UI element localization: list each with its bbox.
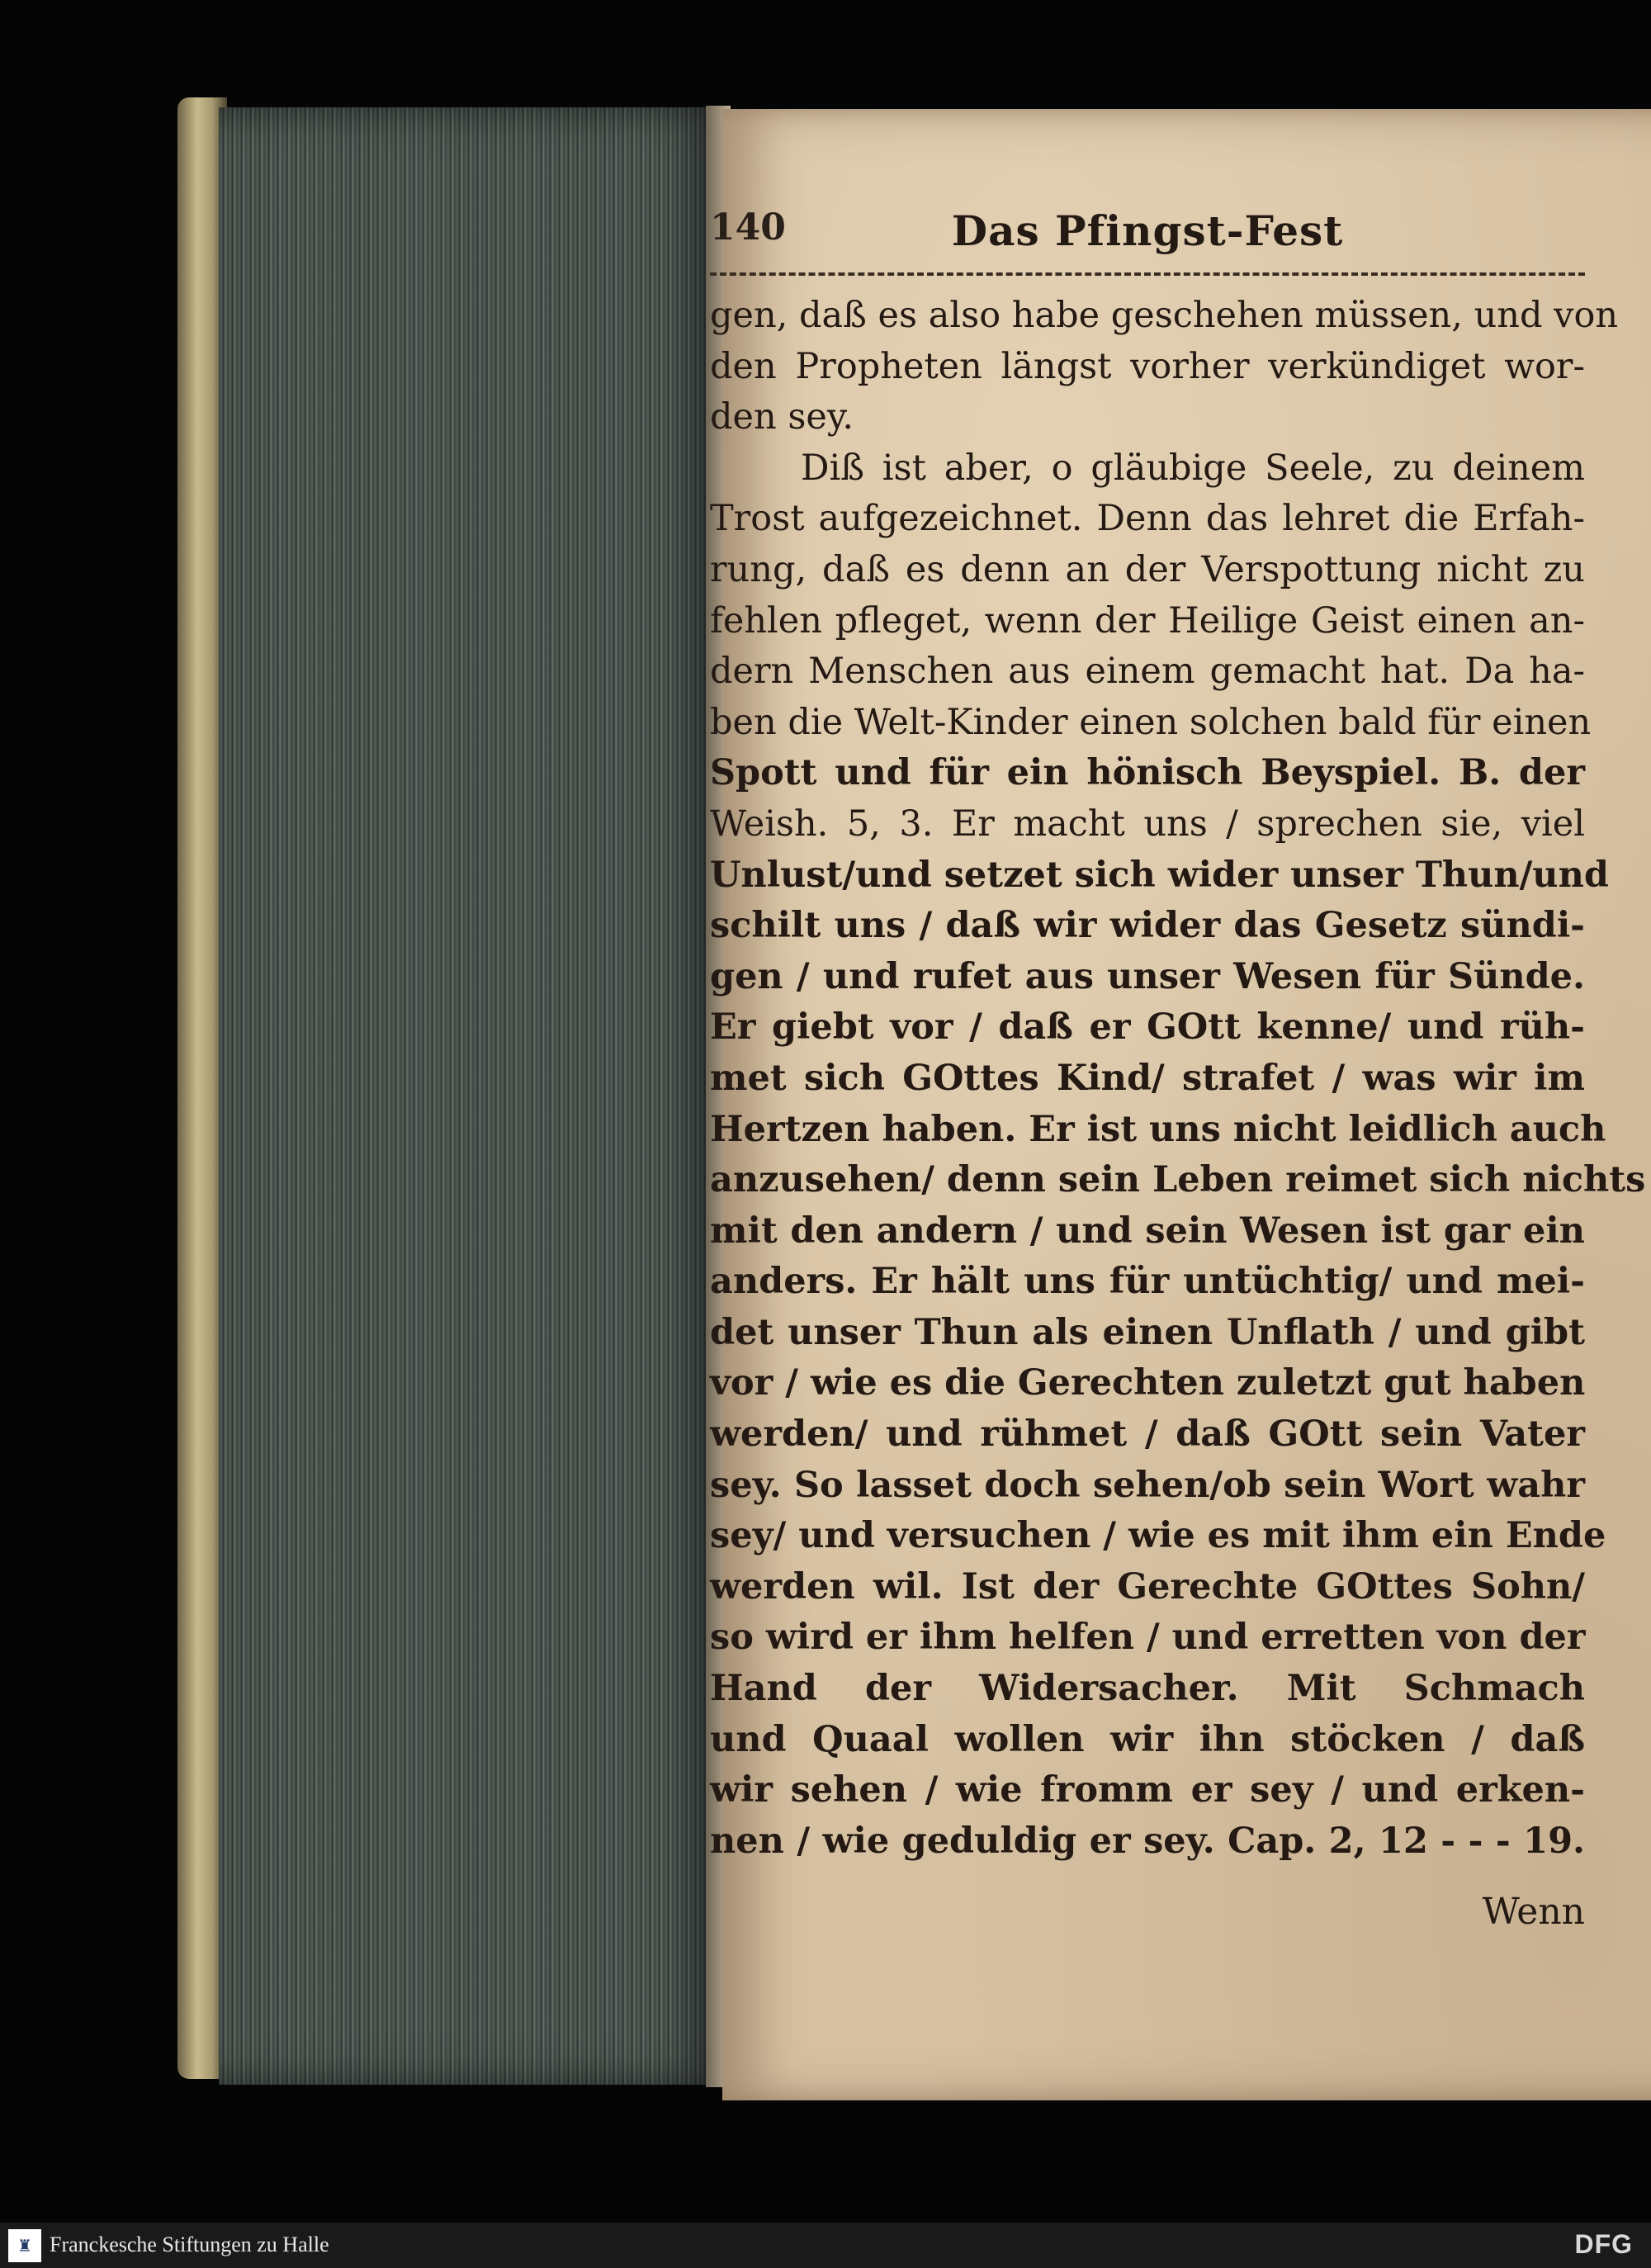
text-line: gen / und rufet aus unser Wesen für Sünde. bbox=[710, 955, 1585, 997]
text-line: so wird er ihm helfen / und erretten von der bbox=[710, 1617, 1586, 1659]
text-line: anzusehen/ denn sein Leben reimet sich nichts bbox=[710, 1159, 1646, 1201]
text-line: wir sehen / wie fromm er sey / und erken- bbox=[710, 1769, 1585, 1811]
page-edges bbox=[219, 107, 722, 2085]
text-line: dern Menschen aus einem gemacht hat. Da ha- bbox=[710, 651, 1585, 693]
institution-name: Franckesche Stiftungen zu Halle bbox=[50, 2232, 329, 2256]
text-line: sey/ und versuchen / wie es mit ihm ein Ende bbox=[710, 1515, 1606, 1557]
text-line: Diß ist aber, o gläubige Seele, zu deinem bbox=[801, 447, 1585, 489]
text-line: rung, daß es denn an der Verspottung nicht zu bbox=[710, 548, 1585, 590]
text-line: gen, daß es also habe geschehen müssen, und von bbox=[710, 295, 1619, 336]
body-text bbox=[710, 291, 1646, 1867]
seal-icon: ♜ bbox=[8, 2229, 41, 2262]
text-line: fehlen pfleget, wenn der Heilige Geist einen an- bbox=[710, 599, 1585, 642]
running-title: Das Pfingst-Fest bbox=[951, 206, 1344, 255]
text-line: werden/ und rühmet / daß GOtt sein Vater bbox=[710, 1413, 1585, 1456]
page-number: 140 bbox=[710, 206, 786, 249]
text-line: anders. Er hält uns für untüchtig/ und mei- bbox=[710, 1261, 1585, 1303]
text-line: met sich GOttes Kind/ strafet / was wir im bbox=[710, 1057, 1585, 1099]
text-line: mit den andern / und sein Wesen ist gar ein bbox=[710, 1210, 1585, 1252]
text-line: den Propheten längst vorher verkündiget wor- bbox=[710, 345, 1585, 387]
text-line: det unser Thun als einen Unflath / und gibt bbox=[710, 1311, 1585, 1353]
text-line: den sey. bbox=[710, 396, 854, 438]
text-line: Weish. 5, 3. Er macht uns / sprechen sie, viel bbox=[710, 803, 1585, 845]
catchword: Wenn bbox=[1482, 1891, 1585, 1933]
header-rule bbox=[710, 272, 1585, 276]
text-line: Hand der Widersacher. Mit Schmach bbox=[710, 1668, 1585, 1710]
text-line: nen / wie geduldig er sey. Cap. 2, 12 - - - 19. bbox=[710, 1820, 1585, 1862]
text-line: werden wil. Ist der Gerechte GOttes Sohn/ bbox=[710, 1565, 1585, 1607]
text-line: sey. So lasset doch sehen/ob sein Wort wahr bbox=[710, 1464, 1585, 1506]
text-line: Er giebt vor / daß er GOtt kenne/ und rüh- bbox=[710, 1006, 1585, 1049]
text-line: ben die Welt-Kinder einen solchen bald für einen bbox=[710, 701, 1592, 743]
text-line: Unlust/und setzet sich wider unser Thun/und bbox=[710, 854, 1609, 896]
text-line: vor / wie es die Gerechten zuletzt gut haben bbox=[710, 1362, 1586, 1404]
text-line: schilt uns / daß wir wider das Gesetz sündi- bbox=[710, 905, 1585, 947]
viewer-footer bbox=[0, 2223, 1651, 2268]
text-line: Spott und für ein hönisch Beyspiel. B. der bbox=[710, 752, 1585, 794]
text-line: Trost aufgezeichnet. Denn das lehret die Erfah- bbox=[710, 498, 1585, 540]
text-line: Hertzen haben. Er ist uns nicht leidlich auch bbox=[710, 1108, 1606, 1150]
page-header bbox=[710, 206, 1585, 264]
dfg-logo: DFG bbox=[1574, 2229, 1633, 2259]
text-line: und Quaal wollen wir ihn stöcken / daß bbox=[710, 1718, 1585, 1760]
